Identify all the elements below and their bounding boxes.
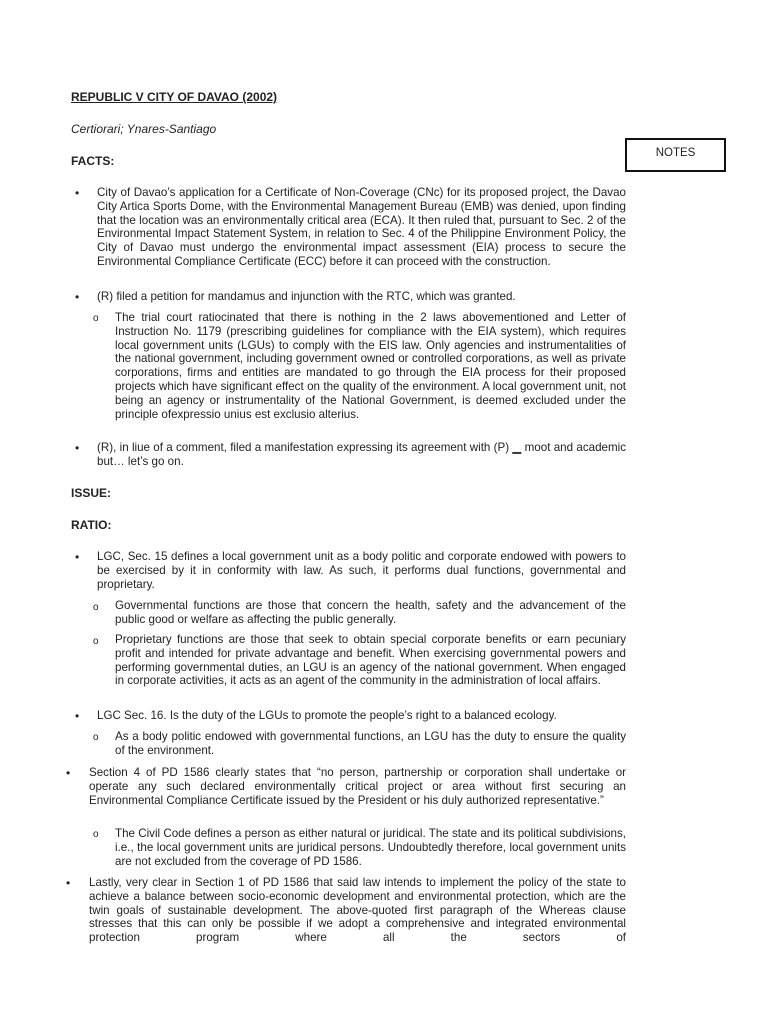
issue-heading: ISSUE: [71, 486, 112, 500]
ratio-item: Section 4 of PD 1586 clearly states that “no person, partnership or corporation shall undertake or operate any such declared environmentally critical project or area without first securing an Environmental Compliance Certificate issued by the President or his duly authorized representative.” [89, 766, 626, 807]
bullet-icon: • [75, 709, 80, 723]
notes-box: NOTES [625, 138, 726, 172]
sub-bullet-icon: o [93, 732, 99, 743]
facts-item: City of Davao’s application for a Certificate of Non-Coverage (CNc) for its proposed project, the Davao City Artica Sports Dome, with the Environmental Management Bureau (EMB) was denied, upon finding that the location was an environmentally critical area (ECA). It then ruled that, pursuant to Sec. 2 of the Environmental Impact Statement System, in relation to Sec. 4 of the Philippine Environment Policy, the City of Davao must undergo the environmental impact assessment (EIA) process to secure the Environmental Compliance Certificate (ECC) before it can proceed with the construction. [97, 186, 626, 268]
ratio-item: LGC Sec. 16. Is the duty of the LGUs to promote the people’s right to a balanced ecology. [97, 709, 557, 722]
bullet-icon: • [75, 441, 80, 455]
bullet-icon: • [75, 186, 80, 200]
ratio-subitem: As a body politic endowed with governmental functions, an LGU has the duty to ensure the quality of the environment. [115, 730, 626, 757]
ratio-subitem: The Civil Code defines a person as either natural or juridical. The state and its political subdivisions, i.e., the local government units are juridical persons. Undoubtedly therefore, local government units are not excluded from the coverage of PD 1586. [115, 827, 626, 868]
ratio-subitem: Proprietary functions are those that seek to obtain special corporate benefits or earn pecuniary profit and intended for private advantage and benefit. When exercising governmental powers and performing governmental duties, an LGU is an agency of the national government. When engaged in corporate activities, it acts as an agent of the community in the administration of local affairs. [115, 633, 626, 688]
facts-item: (R), in liue of a comment, filed a manifestation expressing its agreement with (P) ▁ moot and academic but… let’s go on. [97, 441, 626, 468]
document-title: REPUBLIC V CITY OF DAVAO (2002) [71, 90, 278, 104]
bullet-icon: • [75, 550, 80, 564]
facts-subitem: The trial court ratiocinated that there is nothing in the 2 laws abovementioned and Letter of Instruction No. 1179 (prescribing guidelines for compliance with the EIA system), which requires local government units (LGUs) to comply with the EIS law. Only agencies and instrumentalities of the national government, including government owned or controlled corporations, as well as private corporations, firms and entities are mandated to go through the EIA process for their proposed projects which have significant effect on the quality of the environment. A local government unit, not being an agency or instrumentality of the National Government, is deemed excluded under the principle ofexpressio unius est exclusio alterius. [115, 311, 626, 421]
ratio-subitem: Governmental functions are those that concern the health, safety and the advancement of the public good or welfare as affecting the public generally. [115, 599, 626, 626]
sub-bullet-icon: o [93, 636, 99, 647]
bullet-icon: • [66, 876, 71, 890]
bullet-icon: • [75, 290, 80, 304]
ratio-item: Lastly, very clear in Section 1 of PD 1586 that said law intends to implement the policy of the state to achieve a balance between socio-economic development and environmental protection, which are the twin goals of sustainable development. The above-quoted first paragraph of the Whereas clause stresses that this can only be possible if we adopt a comprehensive and integrated environmental protection program where all the sectors of [89, 876, 626, 945]
bullet-icon: • [66, 766, 71, 780]
ratio-item: LGC, Sec. 15 defines a local government unit as a body politic and corporate endowed with powers to be exercised by it in conformity with law. As such, it performs dual functions, governmental and proprietary. [97, 550, 626, 591]
facts-item: (R) filed a petition for mandamus and injunction with the RTC, which was granted. [97, 290, 516, 303]
sub-bullet-icon: o [93, 829, 99, 840]
sub-bullet-icon: o [93, 602, 99, 613]
facts-heading: FACTS: [71, 154, 115, 168]
case-subtitle: Certiorari; Ynares-Santiago [71, 122, 217, 136]
ratio-heading: RATIO: [71, 518, 112, 532]
sub-bullet-icon: o [93, 313, 99, 324]
